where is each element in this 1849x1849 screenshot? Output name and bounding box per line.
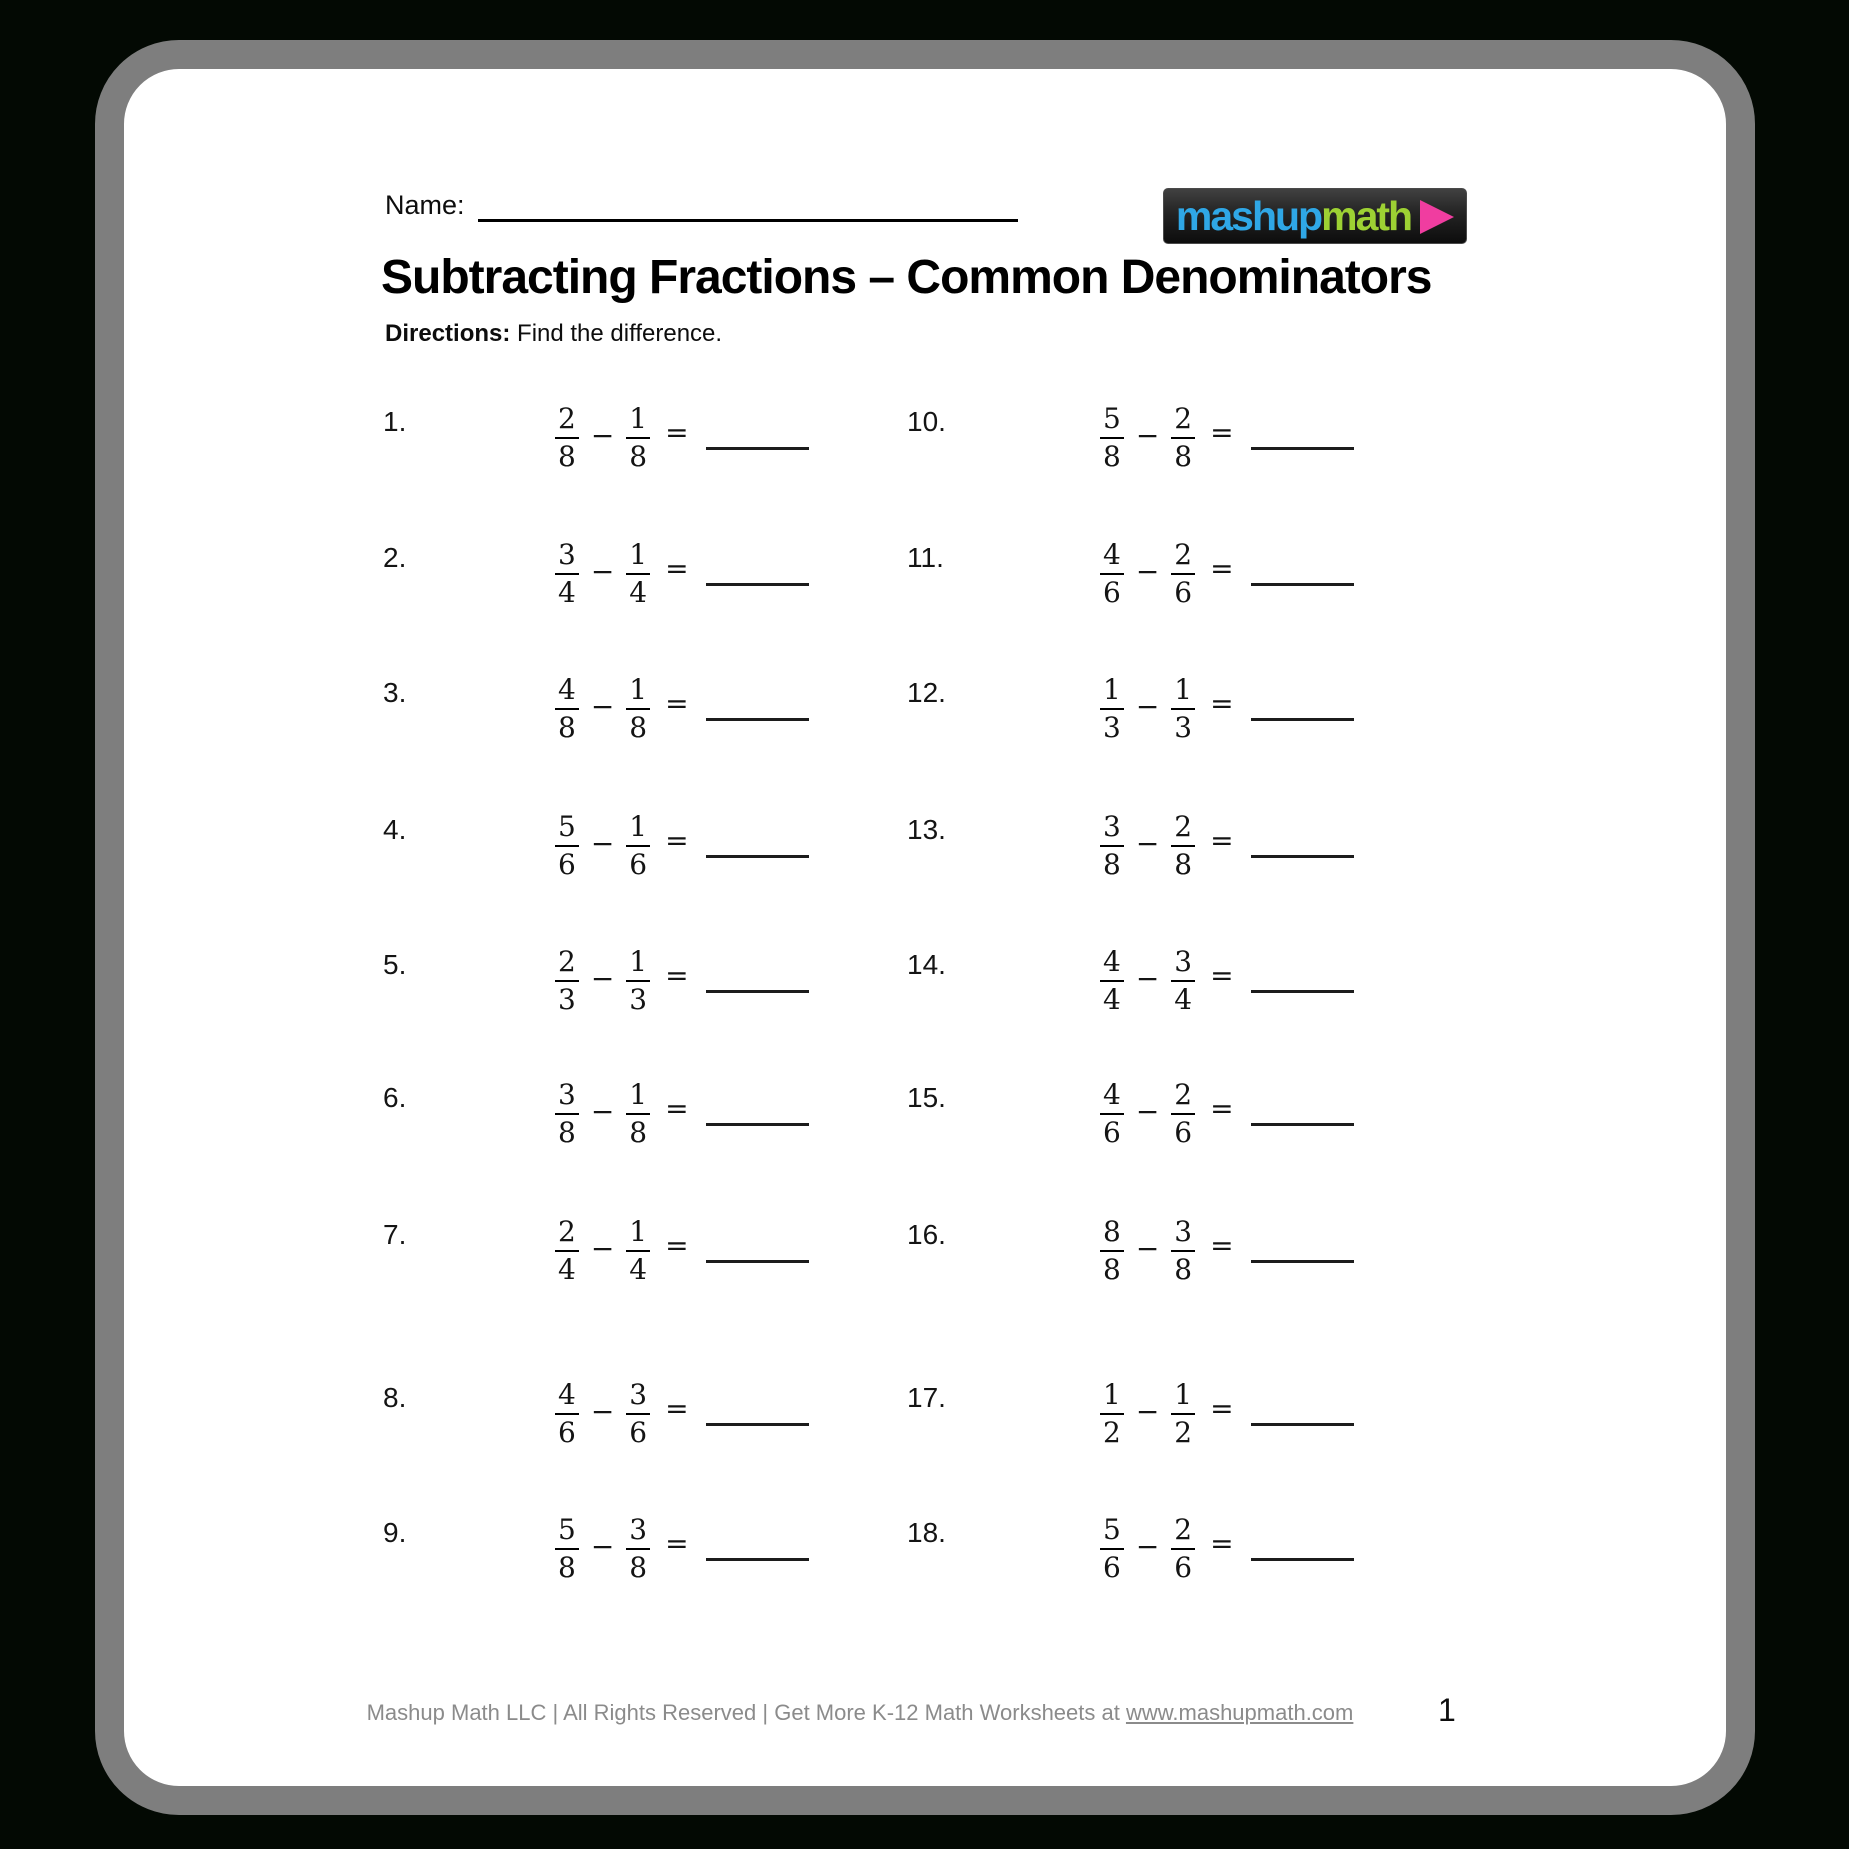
fraction-subtrahend: [1171, 1378, 1195, 1449]
minus-sign: −: [590, 689, 615, 723]
subtrahend-numerator: 2: [1174, 537, 1193, 571]
fraction-minuend: [555, 945, 579, 1016]
fraction-minuend: [1100, 945, 1124, 1016]
subtrahend-denominator: 8: [626, 1548, 650, 1584]
problem-expression: [555, 1198, 809, 1302]
answer-blank: [1251, 990, 1354, 993]
problem-expression: [555, 1496, 809, 1600]
minuend-numerator: 2: [558, 944, 576, 978]
minuend-numerator: 5: [1103, 401, 1121, 435]
equals-sign: =: [665, 415, 689, 449]
answer-blank: [1251, 1123, 1354, 1126]
logo-word-mashup: mashup: [1175, 192, 1322, 239]
minuend-numerator: 4: [1103, 1077, 1121, 1111]
problem-row: [907, 656, 1367, 760]
problem-expression: [1100, 1061, 1354, 1165]
problem-expression: [1100, 656, 1354, 760]
answer-blank: [1251, 718, 1354, 721]
subtrahend-numerator: 3: [1174, 944, 1193, 978]
directions-text: Find the difference.: [517, 320, 723, 347]
minuend-numerator: 5: [1103, 1512, 1121, 1546]
problem-expression: [555, 928, 809, 1032]
minus-sign: −: [590, 418, 615, 452]
problem-number: 14.: [907, 949, 946, 980]
minuend-denominator: 8: [1100, 437, 1124, 473]
minuend-denominator: 6: [1100, 573, 1124, 609]
fraction-subtrahend: [626, 402, 650, 473]
subtrahend-numerator: 3: [1174, 1214, 1193, 1248]
problem-expression: [555, 521, 809, 625]
minus-sign: −: [1135, 826, 1160, 860]
problem-expression: [555, 793, 809, 897]
subtrahend-numerator: 1: [629, 1077, 648, 1111]
footer: [310, 1700, 1410, 1726]
footer-text: Mashup Math LLC | All Rights Reserved | Get More K-12 Math Worksheets at: [366, 1700, 1126, 1725]
equals-sign: =: [665, 1391, 689, 1425]
minuend-denominator: 6: [1100, 1113, 1124, 1149]
problem-expression: [555, 1361, 809, 1465]
equals-sign: =: [665, 1228, 689, 1262]
subtrahend-numerator: 2: [1174, 401, 1193, 435]
subtrahend-denominator: 4: [1171, 980, 1195, 1016]
problem-number: 13.: [907, 814, 946, 845]
subtrahend-denominator: 8: [1171, 845, 1195, 881]
problem-row: [907, 521, 1367, 625]
subtrahend-denominator: 3: [1171, 708, 1195, 744]
fraction-subtrahend: [626, 810, 650, 881]
fraction-subtrahend: [626, 945, 650, 1016]
minuend-denominator: 6: [1100, 1548, 1124, 1584]
subtrahend-numerator: 3: [629, 1377, 648, 1411]
minuend-numerator: 5: [558, 1512, 576, 1546]
problem-number: 7.: [383, 1219, 407, 1250]
minus-sign: −: [1135, 689, 1160, 723]
fraction-subtrahend: [626, 1513, 650, 1584]
fraction-subtrahend: [1171, 1078, 1195, 1149]
minuend-denominator: 8: [555, 1548, 579, 1584]
minuend-denominator: 8: [555, 708, 579, 744]
footer-link[interactable]: www.mashupmath.com: [1125, 1700, 1354, 1725]
fraction-minuend: [555, 538, 579, 609]
subtrahend-numerator: 3: [629, 1512, 648, 1546]
problem-number: 18.: [907, 1517, 946, 1548]
minus-sign: −: [1135, 1094, 1160, 1128]
fraction-subtrahend: [1171, 402, 1195, 473]
subtrahend-numerator: 1: [629, 537, 648, 571]
equals-sign: =: [665, 1526, 689, 1560]
logo-word-math: math: [1321, 192, 1412, 239]
fraction-minuend: [1100, 1215, 1124, 1286]
minuend-numerator: 1: [1103, 672, 1121, 706]
subtrahend-denominator: 8: [1171, 437, 1195, 473]
play-triangle-icon: [1420, 200, 1454, 234]
fraction-subtrahend: [626, 1078, 650, 1149]
problem-row: [907, 1496, 1367, 1600]
problem-row: [383, 656, 843, 760]
name-blank-line: [478, 194, 1018, 222]
minuend-denominator: 3: [1100, 708, 1124, 744]
fraction-minuend: [555, 1513, 579, 1584]
subtrahend-denominator: 6: [1171, 1548, 1195, 1584]
subtrahend-denominator: 6: [1171, 1113, 1195, 1149]
equals-sign: =: [665, 686, 689, 720]
problem-row: [383, 1198, 843, 1302]
subtrahend-numerator: 1: [629, 1214, 648, 1248]
problem-expression: [1100, 385, 1354, 489]
minus-sign: −: [590, 961, 615, 995]
minuend-denominator: 8: [555, 437, 579, 473]
problem-expression: [555, 656, 809, 760]
problem-expression: [1100, 1496, 1354, 1600]
fraction-minuend: [1100, 673, 1124, 744]
fraction-subtrahend: [626, 538, 650, 609]
minus-sign: −: [1135, 554, 1160, 588]
minus-sign: −: [1135, 418, 1160, 452]
fraction-subtrahend: [1171, 945, 1195, 1016]
subtrahend-numerator: 1: [629, 401, 648, 435]
fraction-subtrahend: [1171, 1215, 1195, 1286]
minus-sign: −: [1135, 1394, 1160, 1428]
answer-blank: [1251, 1260, 1354, 1263]
subtrahend-numerator: 1: [1174, 1377, 1193, 1411]
equals-sign: =: [1210, 958, 1234, 992]
fraction-minuend: [1100, 402, 1124, 473]
problem-expression: [1100, 928, 1354, 1032]
answer-blank: [706, 1423, 809, 1426]
fraction-subtrahend: [1171, 673, 1195, 744]
minuend-numerator: 5: [558, 809, 576, 843]
minuend-denominator: 4: [555, 1250, 579, 1286]
problem-expression: [555, 1061, 809, 1165]
minus-sign: −: [590, 1231, 615, 1265]
minus-sign: −: [1135, 1529, 1160, 1563]
minuend-numerator: 3: [558, 537, 576, 571]
subtrahend-denominator: 8: [626, 1113, 650, 1149]
minus-sign: −: [590, 1529, 615, 1563]
minuend-numerator: 2: [558, 401, 576, 435]
subtrahend-numerator: 1: [629, 944, 648, 978]
subtrahend-denominator: 4: [626, 573, 650, 609]
problem-row: [907, 1198, 1367, 1302]
problem-expression: [1100, 1361, 1354, 1465]
problem-row: [383, 928, 843, 1032]
subtrahend-numerator: 1: [629, 672, 648, 706]
answer-blank: [1251, 1558, 1354, 1561]
problem-number: 5.: [383, 949, 407, 980]
answer-blank: [706, 1123, 809, 1126]
minuend-denominator: 4: [555, 573, 579, 609]
equals-sign: =: [1210, 1391, 1234, 1425]
problem-number: 12.: [907, 677, 946, 708]
problem-row: [907, 793, 1367, 897]
problem-number: 9.: [383, 1517, 407, 1548]
problem-row: [907, 1061, 1367, 1165]
problem-number: 2.: [383, 542, 407, 573]
minuend-denominator: 8: [1100, 1250, 1124, 1286]
equals-sign: =: [665, 551, 689, 585]
problem-row: [383, 1061, 843, 1165]
problem-row: [383, 521, 843, 625]
minus-sign: −: [590, 1394, 615, 1428]
equals-sign: =: [1210, 1526, 1234, 1560]
problem-number: 6.: [383, 1082, 407, 1113]
problem-number: 4.: [383, 814, 407, 845]
equals-sign: =: [665, 1091, 689, 1125]
name-label: Name:: [385, 190, 465, 220]
subtrahend-denominator: 4: [626, 1250, 650, 1286]
minuend-denominator: 3: [555, 980, 579, 1016]
directions: [385, 320, 722, 348]
subtrahend-numerator: 2: [1174, 1512, 1193, 1546]
minus-sign: −: [590, 826, 615, 860]
minuend-numerator: 4: [1103, 944, 1121, 978]
problem-number: 10.: [907, 406, 946, 437]
problem-row: [383, 385, 843, 489]
equals-sign: =: [1210, 1091, 1234, 1125]
page-number: 1: [1438, 1692, 1456, 1728]
subtrahend-denominator: 3: [626, 980, 650, 1016]
problem-row: [383, 793, 843, 897]
fraction-minuend: [555, 1215, 579, 1286]
problem-row: [907, 385, 1367, 489]
problem-number: 17.: [907, 1382, 946, 1413]
subtrahend-denominator: 6: [626, 845, 650, 881]
minus-sign: −: [1135, 1231, 1160, 1265]
problem-row: [907, 1361, 1367, 1465]
answer-blank: [706, 855, 809, 858]
problem-number: 11.: [907, 542, 944, 573]
minuend-numerator: 8: [1103, 1214, 1121, 1248]
equals-sign: =: [1210, 415, 1234, 449]
problem-number: 16.: [907, 1219, 946, 1250]
equals-sign: =: [665, 823, 689, 857]
minuend-numerator: 3: [1103, 809, 1121, 843]
fraction-subtrahend: [1171, 1513, 1195, 1584]
fraction-minuend: [555, 810, 579, 881]
fraction-subtrahend: [1171, 810, 1195, 881]
fraction-minuend: [555, 1078, 579, 1149]
page-title: Subtracting Fractions – Common Denominators: [381, 251, 1432, 304]
minuend-denominator: 8: [555, 1113, 579, 1149]
problem-expression: [1100, 793, 1354, 897]
answer-blank: [706, 1558, 809, 1561]
subtrahend-numerator: 1: [1174, 672, 1193, 706]
minuend-denominator: 4: [1100, 980, 1124, 1016]
mashupmath-logo: [1163, 188, 1467, 244]
answer-blank: [706, 1260, 809, 1263]
equals-sign: =: [665, 958, 689, 992]
fraction-minuend: [555, 673, 579, 744]
subtrahend-numerator: 2: [1174, 1077, 1193, 1111]
minuend-numerator: 2: [558, 1214, 576, 1248]
minus-sign: −: [1135, 961, 1160, 995]
fraction-minuend: [1100, 810, 1124, 881]
answer-blank: [1251, 1423, 1354, 1426]
fraction-minuend: [555, 402, 579, 473]
fraction-minuend: [1100, 538, 1124, 609]
minuend-numerator: 1: [1103, 1377, 1121, 1411]
problem-number: 1.: [383, 406, 407, 437]
problem-row: [383, 1496, 843, 1600]
equals-sign: =: [1210, 823, 1234, 857]
answer-blank: [706, 718, 809, 721]
answer-blank: [706, 583, 809, 586]
subtrahend-numerator: 1: [629, 809, 648, 843]
fraction-minuend: [1100, 1513, 1124, 1584]
directions-label: Directions:: [385, 320, 511, 347]
minus-sign: −: [590, 1094, 615, 1128]
fraction-subtrahend: [626, 1215, 650, 1286]
equals-sign: =: [1210, 1228, 1234, 1262]
subtrahend-denominator: 8: [626, 437, 650, 473]
problem-number: 15.: [907, 1082, 946, 1113]
problem-row: [907, 928, 1367, 1032]
minuend-numerator: 3: [558, 1077, 576, 1111]
subtrahend-denominator: 8: [626, 708, 650, 744]
fraction-subtrahend: [1171, 538, 1195, 609]
subtrahend-denominator: 2: [1171, 1413, 1195, 1449]
problem-expression: [1100, 1198, 1354, 1302]
problem-row: [383, 1361, 843, 1465]
minuend-denominator: 6: [555, 1413, 579, 1449]
fraction-subtrahend: [626, 1378, 650, 1449]
subtrahend-numerator: 2: [1174, 809, 1193, 843]
answer-blank: [1251, 855, 1354, 858]
fraction-minuend: [1100, 1078, 1124, 1149]
answer-blank: [1251, 447, 1354, 450]
fraction-subtrahend: [626, 673, 650, 744]
minuend-numerator: 4: [558, 672, 576, 706]
problem-expression: [555, 385, 809, 489]
minuend-denominator: 8: [1100, 845, 1124, 881]
minus-sign: −: [590, 554, 615, 588]
subtrahend-denominator: 6: [1171, 573, 1195, 609]
fraction-minuend: [1100, 1378, 1124, 1449]
equals-sign: =: [1210, 686, 1234, 720]
problem-expression: [1100, 521, 1354, 625]
problem-number: 3.: [383, 677, 407, 708]
answer-blank: [1251, 583, 1354, 586]
minuend-denominator: 6: [555, 845, 579, 881]
answer-blank: [706, 447, 809, 450]
subtrahend-denominator: 8: [1171, 1250, 1195, 1286]
minuend-numerator: 4: [558, 1377, 576, 1411]
subtrahend-denominator: 6: [626, 1413, 650, 1449]
answer-blank: [706, 990, 809, 993]
minuend-numerator: 4: [1103, 537, 1121, 571]
equals-sign: =: [1210, 551, 1234, 585]
fraction-minuend: [555, 1378, 579, 1449]
minuend-denominator: 2: [1100, 1413, 1124, 1449]
problem-number: 8.: [383, 1382, 407, 1413]
